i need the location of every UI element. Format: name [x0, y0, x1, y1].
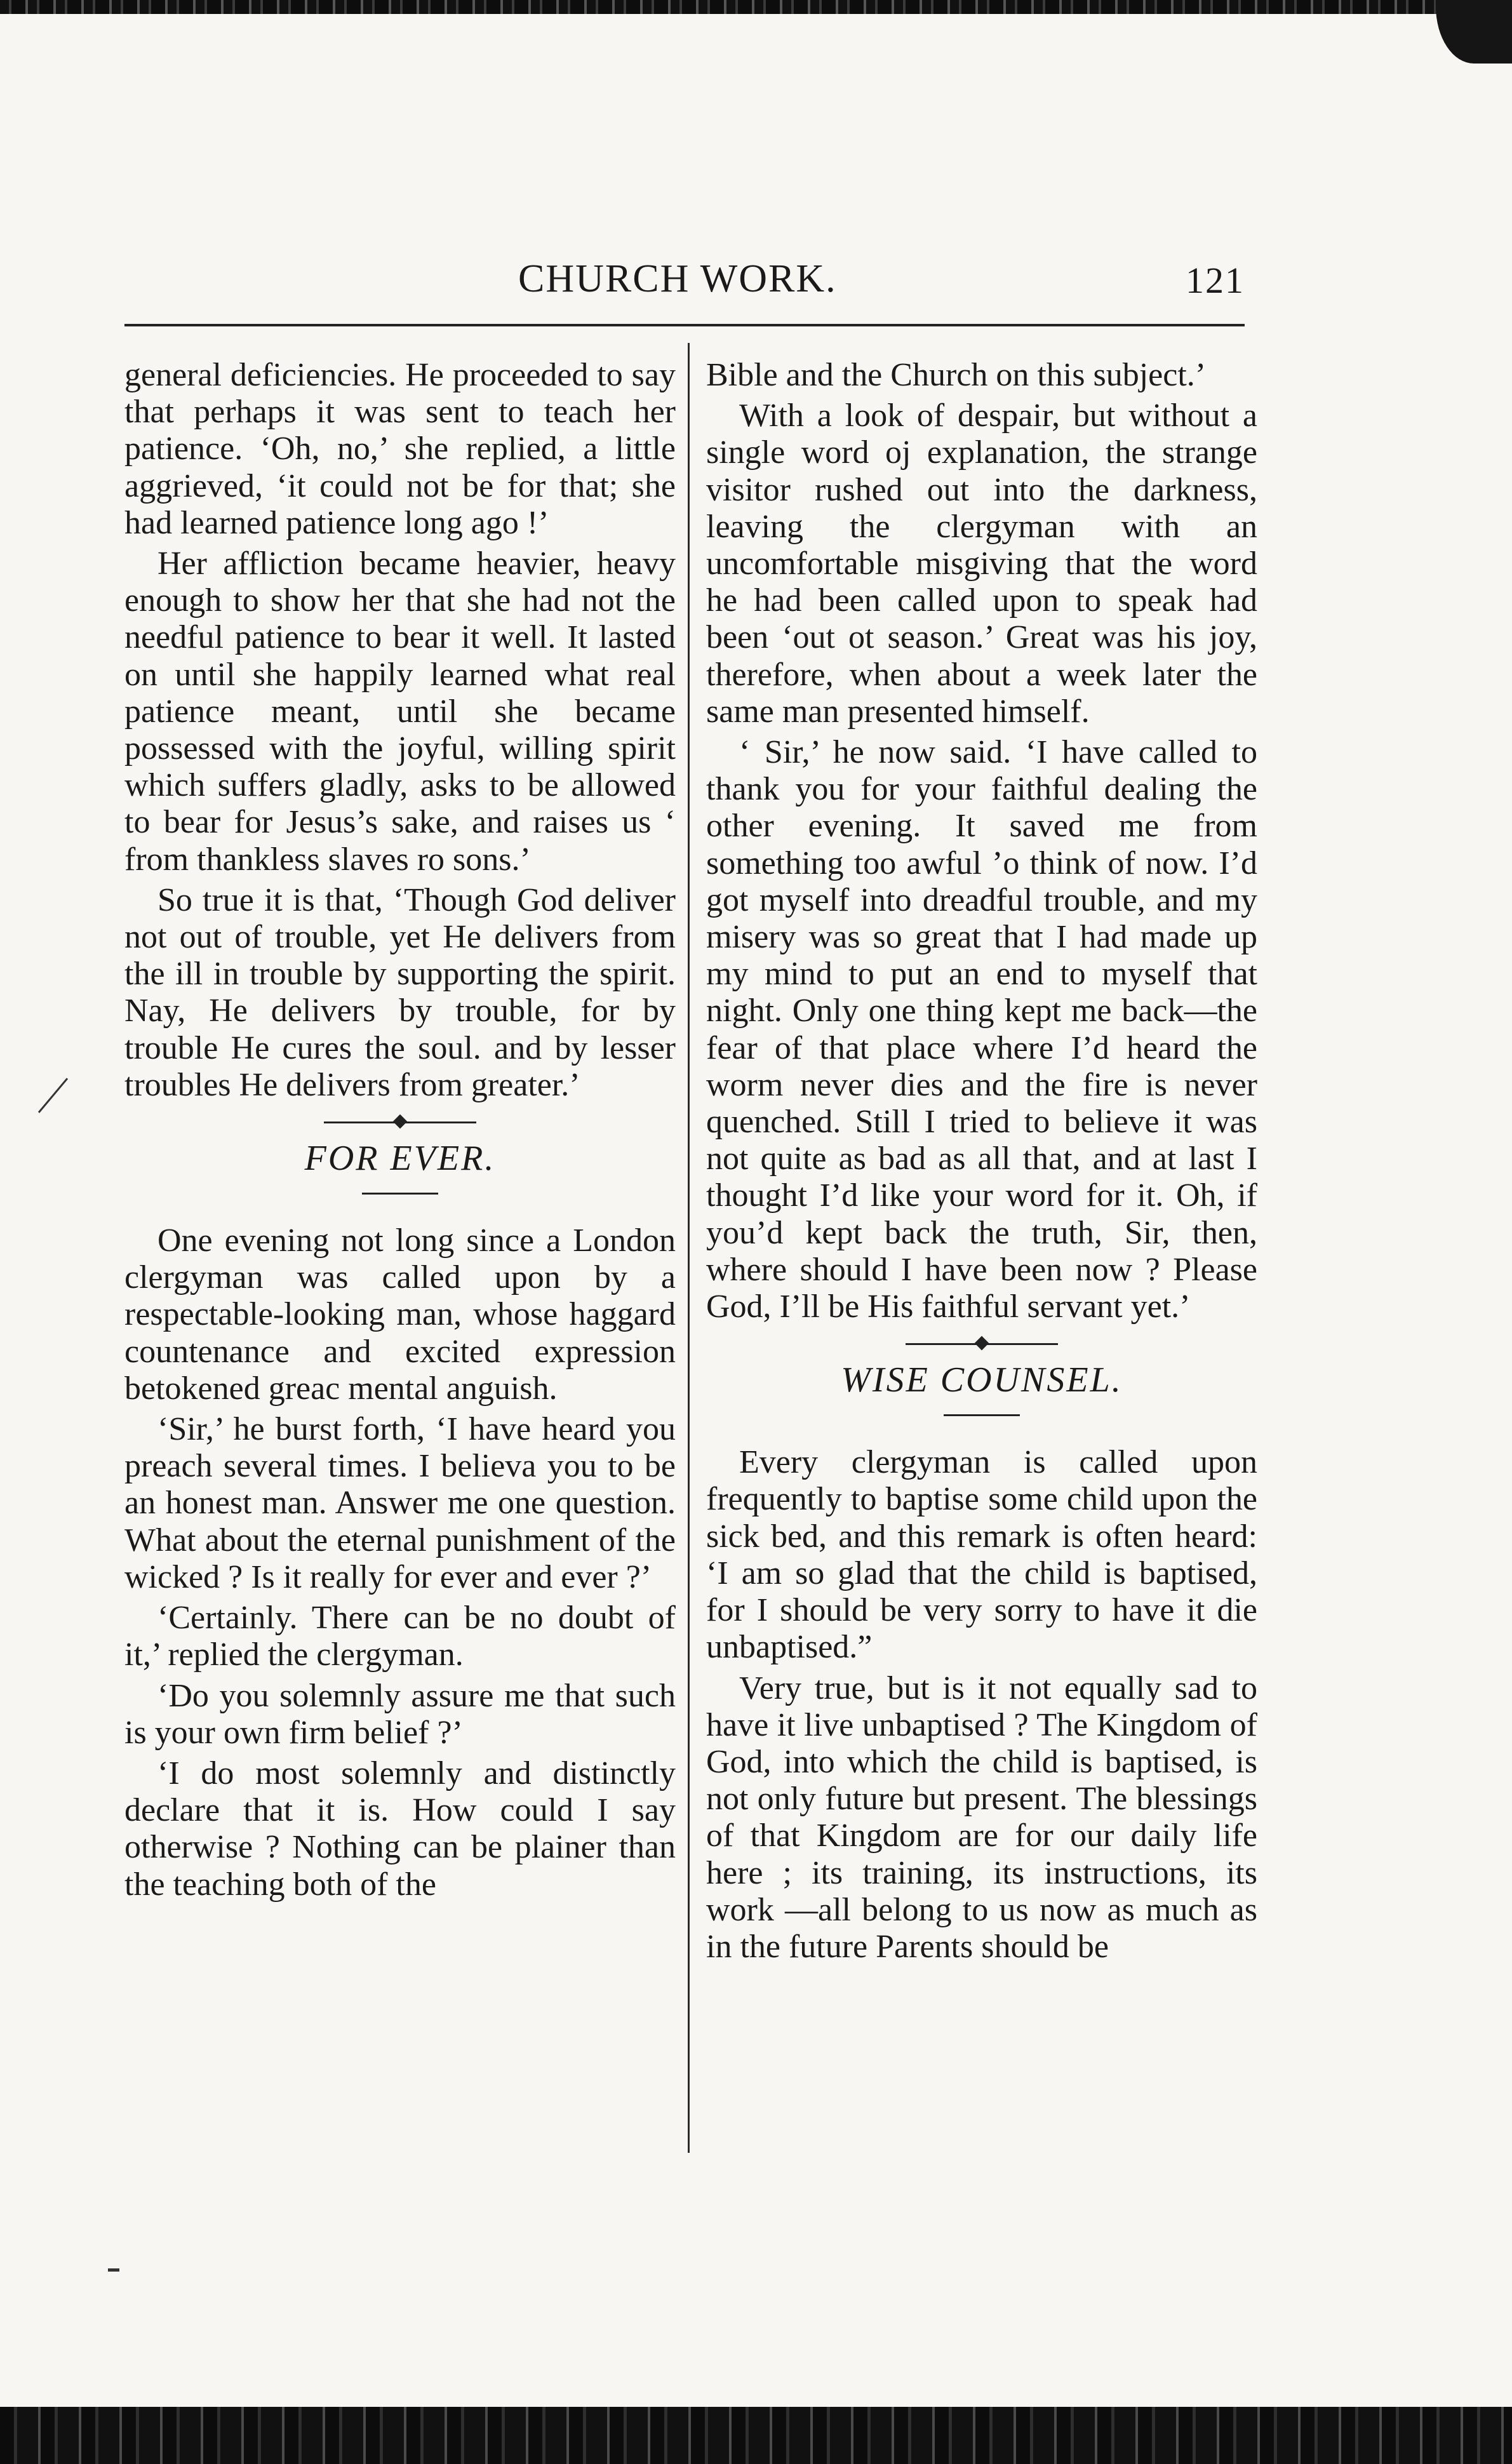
section-ornament [906, 1334, 1058, 1353]
paragraph: ‘Do you solemnly assure me that such is your own firm belief ?’ [124, 1677, 676, 1751]
heading-rule [944, 1414, 1020, 1416]
paragraph: Very true, but is it not equally sad to have it live unbaptised ? The Kingdom of God, into which the child is baptised, is not only future but present. The blessings of that Kingdom are for our daily life here ; its training, its instructions, its work —all belong to us now as much as in the future Parents should be [706, 1670, 1257, 1965]
paragraph: With a look of despair, but without a single word oj explanation, the strange visitor rushed out into the darkness, leaving the clergyman with an uncomfortable misgiving that the word he had been called upon to speak had been ‘out ot season.’ Great was his joy, therefore, when about a week later the same man presented himself. [706, 398, 1257, 730]
section-ornament [324, 1113, 476, 1132]
paragraph: One evening not long since a London clergyman was called upon by a respectable-looking man, whose haggard countenance and excited expression betokened greac mental anguish. [124, 1222, 676, 1407]
paragraph: So true it is that, ‘Though God deliver not out of trouble, yet He delivers from the ill in trouble by supporting the spirit. Nay, He delivers by trouble, for by trouble He cures the soul. and by lesser troubles He delivers from greater.’ [124, 881, 676, 1103]
paragraph: ‘Sir,’ he burst forth, ‘I have heard you preach several times. I believa you to be an honest man. Answer me one question. What about the eternal punishment of the wicked ? Is it really for ever and ever ?’ [124, 1411, 676, 1595]
paragraph: Bible and the Church on this subject.’ [706, 357, 1207, 393]
paragraph: Her affliction became heavier, heavy enough to show her that she had not the needful patience to bear it well. It lasted on until she happily learned what real patience meant, until she became possessed with the joyful, willing spirit which suffers gladly, asks to be allowed to bear for Jesus’s sake, and raises us ‘ from thankless slaves ro sons.’ [124, 546, 676, 878]
paragraph: general deficiencies. He proceeded to say that perhaps it was sent to teach her patience. ‘Oh, no,’ she replied, a little aggrieved, ‘it could not be for that; she had learned patience long ago !’ [124, 357, 676, 541]
right-column [706, 357, 1257, 1965]
heading-rule [362, 1193, 438, 1195]
column-divider [688, 343, 690, 2153]
paragraph: ‘ Sir,’ he now said. ‘I have called to thank you for your faithful dealing the other evening. It saved me from something too awful ’o think of now. I’d got myself into dreadful trouble, and my misery was so great that I had made up my mind to put an end to myself that night. Only one thing kept me back—the fear of that place where I’d heard the worm never dies and the fire is never quenched. Still I tried to believe it was not quite as bad as all that, and at last I thought I’d like your word for it. Oh, if you’d kept back the truth, Sir, then, where should I have been now ? Please God, I’ll be His faithful servant yet.’ [706, 734, 1257, 1325]
margin-mark [108, 2268, 119, 2272]
running-title: CHURCH WORK. [518, 257, 837, 300]
paragraph: ‘Certainly. There can be no doubt of it,’ replied the clergyman. [124, 1600, 676, 1673]
section-heading-for-ever: FOR EVER. [304, 1139, 496, 1179]
paragraph: ‘I do most solemnly and distinctly declare that it is. How could I say otherwise ? Nothing can be plainer than the teaching both of the [124, 1755, 676, 1903]
left-column [124, 357, 676, 1903]
page-number: 121 [1186, 260, 1245, 301]
scan-edge-bottom [0, 2407, 1512, 2464]
page-header [124, 257, 1245, 307]
paragraph: Every clergyman is called upon frequently to baptise some child upon the sick bed, and this remark is often heard: ‘I am so glad that the child is baptised, for I should be very sorry to have it die unbaptised.” [706, 1444, 1257, 1666]
header-rule [124, 324, 1245, 326]
scan-edge-top [0, 0, 1512, 14]
margin-pencil-mark [38, 1078, 68, 1113]
section-heading-wise-counsel: WISE COUNSEL. [841, 1360, 1123, 1400]
